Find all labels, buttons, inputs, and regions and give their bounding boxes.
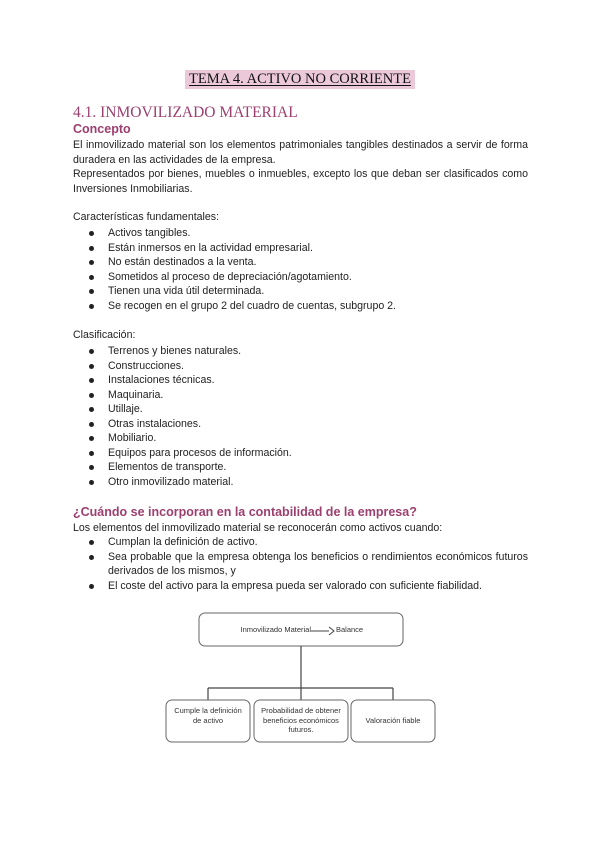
diagram-box-3-text: Valoración fiable [365,716,421,725]
list-item: Mobiliario. [73,431,528,446]
diagram-top-right-text: Balance [336,625,364,634]
list-item: Cumplan la definición de activo. [73,535,528,550]
incorporacion-intro: Los elementos del inmovilizado material se reconocerán como activos cuando: [73,522,443,534]
concepto-paragraph-2: Representados por bienes, muebles o inmuebles, excepto los que deban ser clasificados como Inversiones Inmobiliarias. [73,168,528,195]
list-item: Elementos de transporte. [73,460,528,475]
concepto-paragraph-1: El inmovilizado material son los elementos patrimoniales tangibles destinados a servir de forma duradera en las actividades de la empresa. [73,139,528,166]
diagram-box-1-text: Cumple la definición de activo [174,706,242,725]
diagram-top-left-text: Inmovilizado Material [240,625,311,634]
list-item: El coste del activo para la empresa pueda ser valorado con suficiente fiabilidad. [73,579,528,594]
section-heading: 4.1. INMOVILIZADO MATERIAL [73,104,298,121]
list-item: Se recogen en el grupo 2 del cuadro de cuentas, subgrupo 2. [73,299,528,314]
list-item: Activos tangibles. [73,226,528,241]
page-title: TEMA 4. ACTIVO NO CORRIENTE [185,70,415,89]
list-item: Están inmersos en la actividad empresarial. [73,241,528,256]
list-item: Otras instalaciones. [73,417,528,432]
list-item: Terrenos y bienes naturales. [73,344,528,359]
list-item: No están destinados a la venta. [73,255,528,270]
list-item: Sea probable que la empresa obtenga los beneficios o rendimientos económicos futuros derivados de los mismos, y [73,550,528,579]
clasificacion-label: Clasificación: [73,329,136,341]
list-item: Sometidos al proceso de depreciación/agotamiento. [73,270,528,285]
list-item: Otro inmovilizado material. [73,475,528,490]
list-item: Equipos para procesos de información. [73,446,528,461]
list-item: Tienen una vida útil determinada. [73,284,528,299]
list-item: Maquinaria. [73,388,528,403]
concepto-heading: Concepto [73,122,131,136]
incorporacion-heading: ¿Cuándo se incorporan en la contabilidad de la empresa? [73,505,417,519]
list-item: Instalaciones técnicas. [73,373,528,388]
caracteristicas-label: Características fundamentales: [73,211,220,223]
diagram-box-2-text: Probabilidad de obtener beneficios económicos futuros. [261,706,341,734]
list-item: Construcciones. [73,359,528,374]
list-item: Utillaje. [73,402,528,417]
